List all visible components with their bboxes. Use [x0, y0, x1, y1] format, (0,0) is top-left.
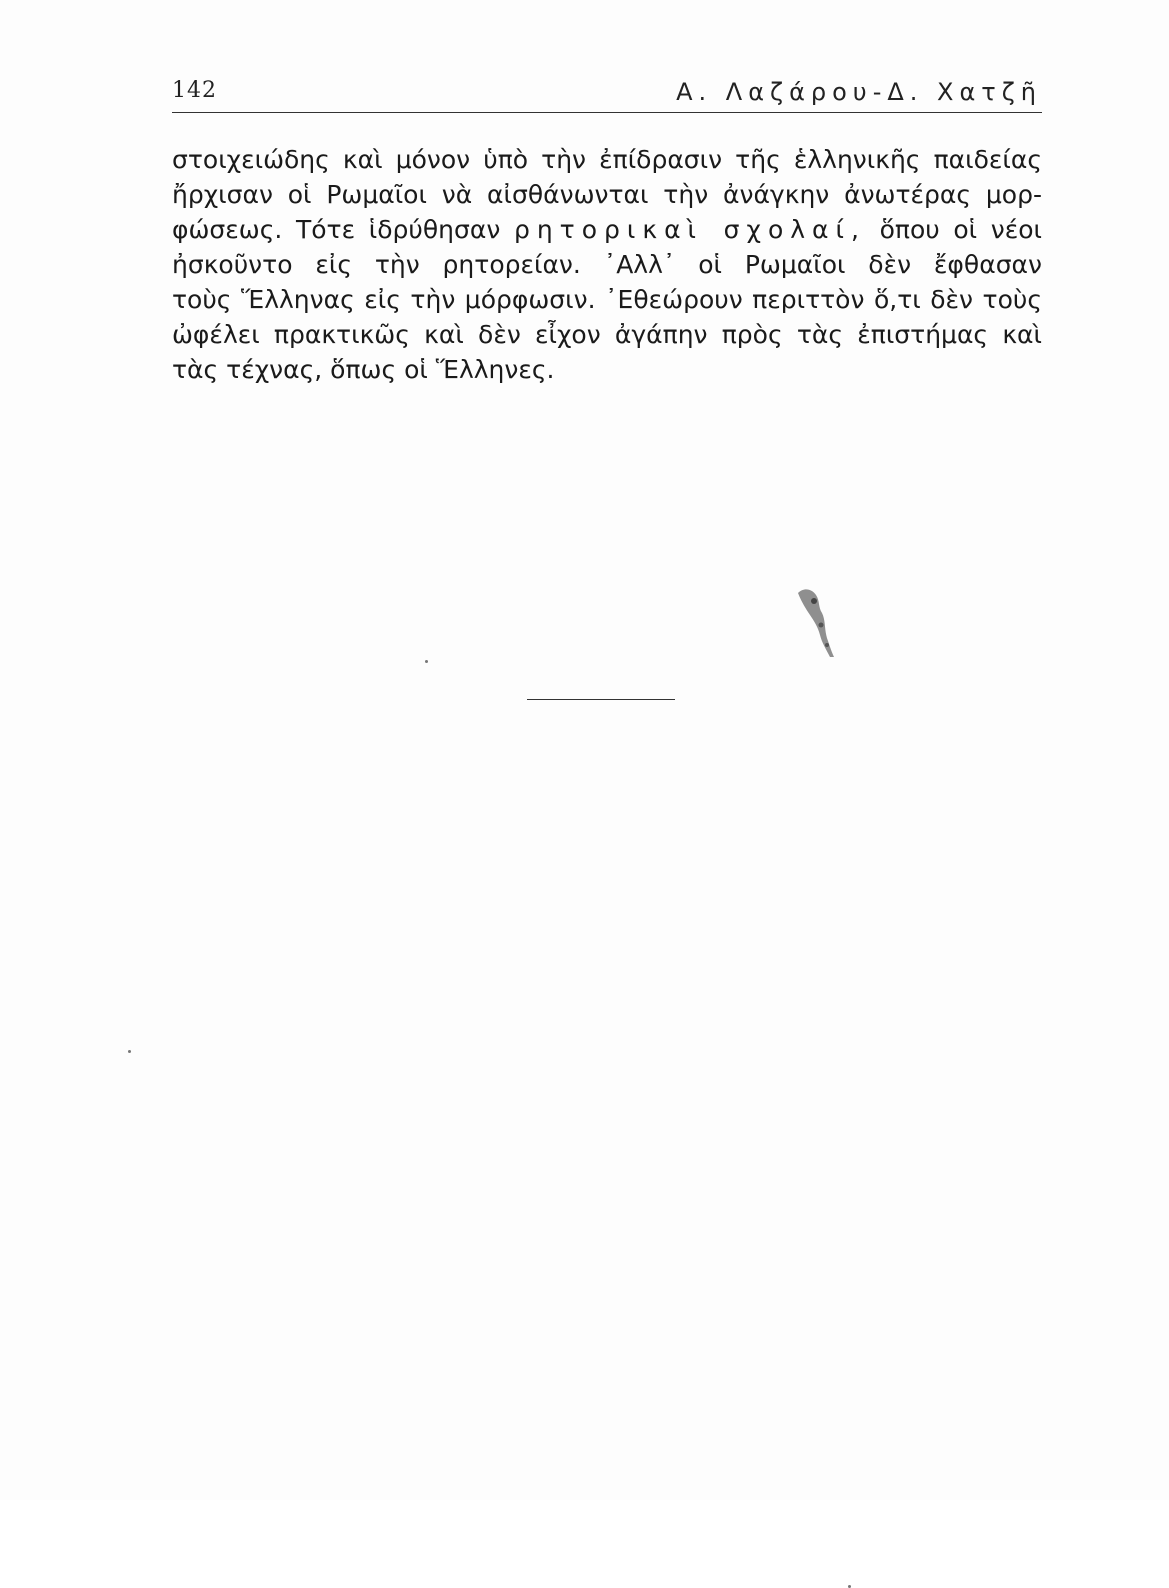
spaced-emphasis: ρητορικαὶ σχολαί,: [513, 215, 866, 244]
paper-speck: [425, 660, 428, 663]
ink-smudge: [790, 585, 840, 660]
body-paragraph: [172, 142, 1042, 387]
running-head: Α. Λαζάρου-Δ. Χατζῆ: [676, 78, 1042, 106]
page-header: [172, 74, 1042, 108]
text-segment: ὅπου οἱ νέοι: [879, 215, 1042, 244]
text-line: στοιχειώδης καὶ μόνον ὑπὸ τὴν ἐπίδρασιν τῆς ἑλληνικῆς παιδείας: [172, 145, 1042, 174]
text-line: τὰς τέχνας, ὅπως οἱ Ἕλληνες.: [172, 355, 555, 384]
text-line: ὠφέλει πρακτικῶς καὶ δὲν εἶχον ἀγάπην πρὸς τὰς ἐπιστήμας καὶ: [172, 320, 1042, 349]
section-end-rule: [527, 699, 675, 700]
text-line: ἤρχισαν οἱ Ρωμαῖοι νὰ αἰσθάνωνται τὴν ἀνάγκην ἀνωτέρας μορ-: [172, 180, 1042, 209]
page-number: 142: [172, 78, 217, 103]
header-rule: [172, 112, 1042, 113]
text-segment: φώσεως. Τότε ἱδρύθησαν: [172, 215, 501, 244]
text-line: τοὺς Ἕλληνας εἰς τὴν μόρφωσιν. ᾿Εθεώρουν περιττὸν ὅ,τι δὲν τοὺς: [172, 285, 1042, 314]
text-line: ἠσκοῦντο εἰς τὴν ρητορείαν. ᾿Αλλ᾿ οἱ Ρωμαῖοι δὲν ἔφθασαν: [172, 250, 1042, 279]
text-line: [172, 212, 1042, 247]
paper-speck: [128, 1050, 131, 1053]
